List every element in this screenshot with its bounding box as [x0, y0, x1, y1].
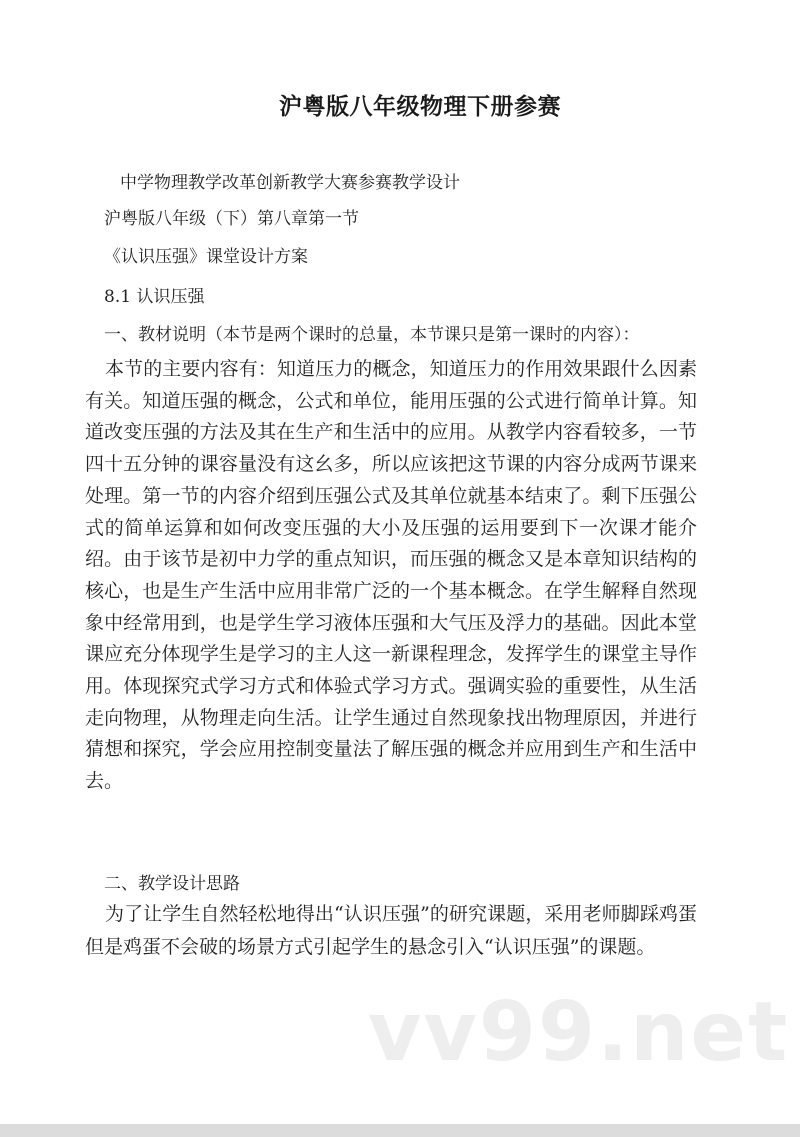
section-heading-2: 二、教学设计思路	[104, 874, 240, 894]
edition-line: 沪粤版八年级（下）第八章第一节	[104, 209, 359, 229]
paragraph-1: 本节的主要内容有：知道压力的概念，知道压力的作用效果跟什么因素有关。知道压强的概念，公式和单位，能用压强的公式进行简单计算。知道改变压强的方法及其在生产和生活中的应用。从教学内容看较多，一节四十五分钟的课容量没有这幺多，所以应该把这节课的内容分成两节课来处理。第一节的内容介绍到压强公式及其单位就基本结束了。剩下压强公式的简单运算和如何改变压强的大小及压强的运用要到下一次课才能介绍。由于该节是初中力学的重点知识，而压强的概念又是本章知识结构的核心，也是生产生活中应用非常广泛的一个基本概念。在学生解释自然现象中经常用到，也是学生学习液体压强和大气压及浮力的基础。因此本堂课应充分体现学生是学习的主人这一新课程理念，发挥学生的课堂主导作用。体现探究式学习方式和体验式学习方式。强调实验的重要性，从生活走向物理，从物理走向生活。让学生通过自然现象找出物理原因，并进行猜想和探究，学会应用控制变量法了解压强的概念并应用到生产和生活中去。	[85, 358, 697, 793]
paragraph-2: 为了让学生自然轻松地得出“认识压强”的研究课题，采用老师脚踩鸡蛋但是鸡蛋不会破的场景方式引起学生的悬念引入“认识压强”的课题。	[85, 903, 697, 958]
watermark-text: vv99.net	[368, 985, 790, 1080]
section-heading-1: 一、教材说明（本节是两个课时的总量，本节课只是第一课时的内容）：	[104, 325, 640, 345]
document-title: 沪粤版八年级物理下册参赛	[279, 94, 561, 120]
section-number: 8.1 认识压强	[104, 287, 205, 307]
page-bottom-divider	[0, 1124, 800, 1137]
subtitle: 中学物理教学改革创新教学大赛参赛教学设计	[120, 173, 460, 193]
plan-title: 《认识压强》课堂设计方案	[104, 247, 308, 267]
